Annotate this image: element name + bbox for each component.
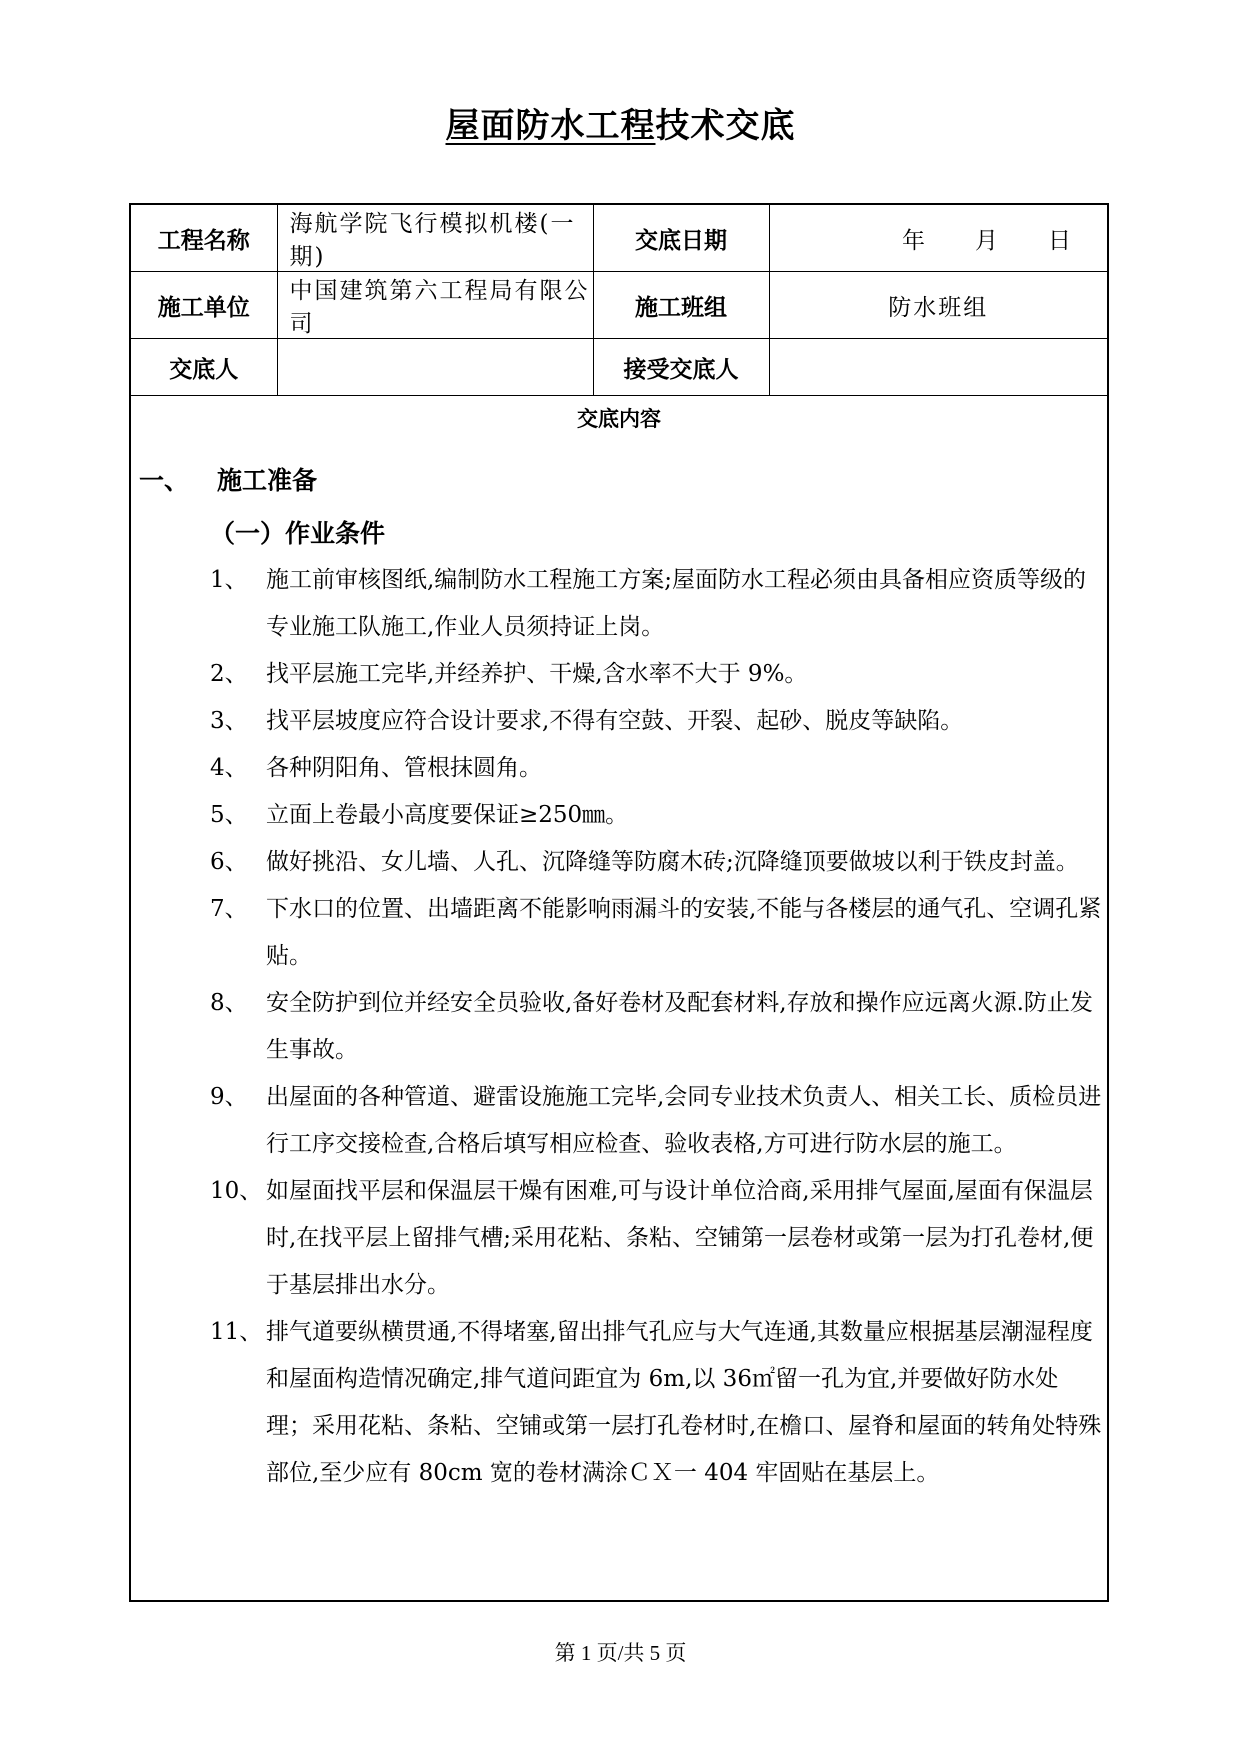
item-number: 7、: [210, 896, 248, 922]
unit-label: 施工单位: [131, 272, 277, 339]
item-text: 排气道要纵横贯通,不得堵塞,留出排气孔应与大气连通,其数量应根据基层潮湿程度和屋面构造情况确定,排气道问距宜为 6m,以 36㎡留一孔为宜,并要做好防水处理；采用花粘、条粘、空铺或第一层打孔卷材时,在檐口、屋脊和屋面的转角处特殊部位,至少应有 80cm 宽的卷材满涂ＣＸ一 404 牢固贴在基层上。: [266, 1319, 1102, 1486]
date-year: 年: [902, 227, 925, 254]
condition-list: [210, 557, 1102, 1497]
list-item: [210, 980, 1102, 1074]
project-value: 海航学院飞行模拟机楼(一期): [277, 205, 593, 272]
title-underlined: 屋面防水工程: [445, 106, 656, 146]
title-rest: 技术交底: [655, 106, 796, 146]
content-title: 交底内容: [577, 407, 661, 431]
item-number: 9、: [210, 1084, 248, 1110]
list-item: [210, 745, 1102, 792]
item-text: 出屋面的各种管道、避雷设施施工完毕,会同专业技术负责人、相关工长、质检员进行工序交接检查,合格后填写相应检查、验收表格,方可进行防水层的施工。: [266, 1084, 1102, 1157]
unit-value: 中国建筑第六工程局有限公司: [277, 272, 593, 339]
discloser-value: [277, 339, 593, 396]
discloser-label: 交底人: [131, 339, 277, 396]
item-text: 做好挑沿、女儿墙、人孔、沉降缝等防腐木砖;沉降缝顶要做坡以利于铁皮封盖。: [266, 849, 1079, 875]
item-number: 11、: [210, 1319, 263, 1345]
item-number: 5、: [210, 802, 248, 828]
list-item: [210, 1309, 1102, 1497]
item-number: 3、: [210, 708, 248, 734]
item-number: 2、: [210, 661, 248, 687]
team-label: 施工班组: [593, 272, 769, 339]
list-item: [210, 1074, 1102, 1168]
date-day: 日: [1048, 227, 1071, 254]
section-heading: [139, 461, 317, 497]
header-row-project: [131, 205, 1107, 272]
receiver-label: 接受交底人: [593, 339, 769, 396]
page-footer: 第 1 页/共 5 页: [554, 1641, 687, 1665]
item-text: 立面上卷最小高度要保证≥250㎜。: [266, 802, 629, 828]
list-item: [210, 792, 1102, 839]
date-label: 交底日期: [593, 205, 769, 272]
item-text: 各种阴阳角、管根抹圆角。: [266, 755, 542, 781]
receiver-value: [769, 339, 1107, 396]
date-month: 月: [975, 227, 998, 254]
item-number: 10、: [210, 1178, 263, 1204]
section-number: 一、: [139, 466, 190, 495]
item-text: 安全防护到位并经安全员验收,备好卷材及配套材料,存放和操作应远离火源.防止发生事故。: [266, 990, 1093, 1063]
header-table: [131, 205, 1107, 396]
list-item: [210, 651, 1102, 698]
item-text: 如屋面找平层和保温层干燥有困难,可与设计单位洽商,采用排气屋面,屋面有保温层时,在找平层上留排气槽;采用花粘、条粘、空铺第一层卷材或第一层为打孔卷材,便于基层排出水分。: [266, 1178, 1094, 1298]
project-label: 工程名称: [131, 205, 277, 272]
item-number: 4、: [210, 755, 248, 781]
item-number: 1、: [210, 567, 248, 593]
list-item: [210, 1168, 1102, 1309]
item-text: 下水口的位置、出墙距离不能影响雨漏斗的安装,不能与各楼层的通气孔、空调孔紧贴。: [266, 896, 1102, 969]
list-item: [210, 839, 1102, 886]
list-item: [210, 557, 1102, 651]
list-item: [210, 698, 1102, 745]
item-number: 8、: [210, 990, 248, 1016]
item-text: 找平层坡度应符合设计要求,不得有空鼓、开裂、起砂、脱皮等缺陷。: [266, 708, 964, 734]
section-title: 施工准备: [217, 466, 318, 495]
header-row-people: [131, 339, 1107, 396]
item-text: 施工前审核图纸,编制防水工程施工方案;屋面防水工程必须由具备相应资质等级的专业施工队施工,作业人员须持证上岗。: [266, 567, 1087, 640]
date-value: [769, 205, 1107, 272]
list-item: [210, 886, 1102, 980]
disclosure-form: [129, 203, 1109, 1602]
document-title: [0, 98, 1241, 147]
team-value: 防水班组: [769, 272, 1107, 339]
subsection-heading: （一）作业条件: [210, 519, 386, 548]
item-text: 找平层施工完毕,并经养护、干燥,含水率不大于 9%。: [266, 661, 808, 687]
item-number: 6、: [210, 849, 248, 875]
header-row-unit: [131, 272, 1107, 339]
